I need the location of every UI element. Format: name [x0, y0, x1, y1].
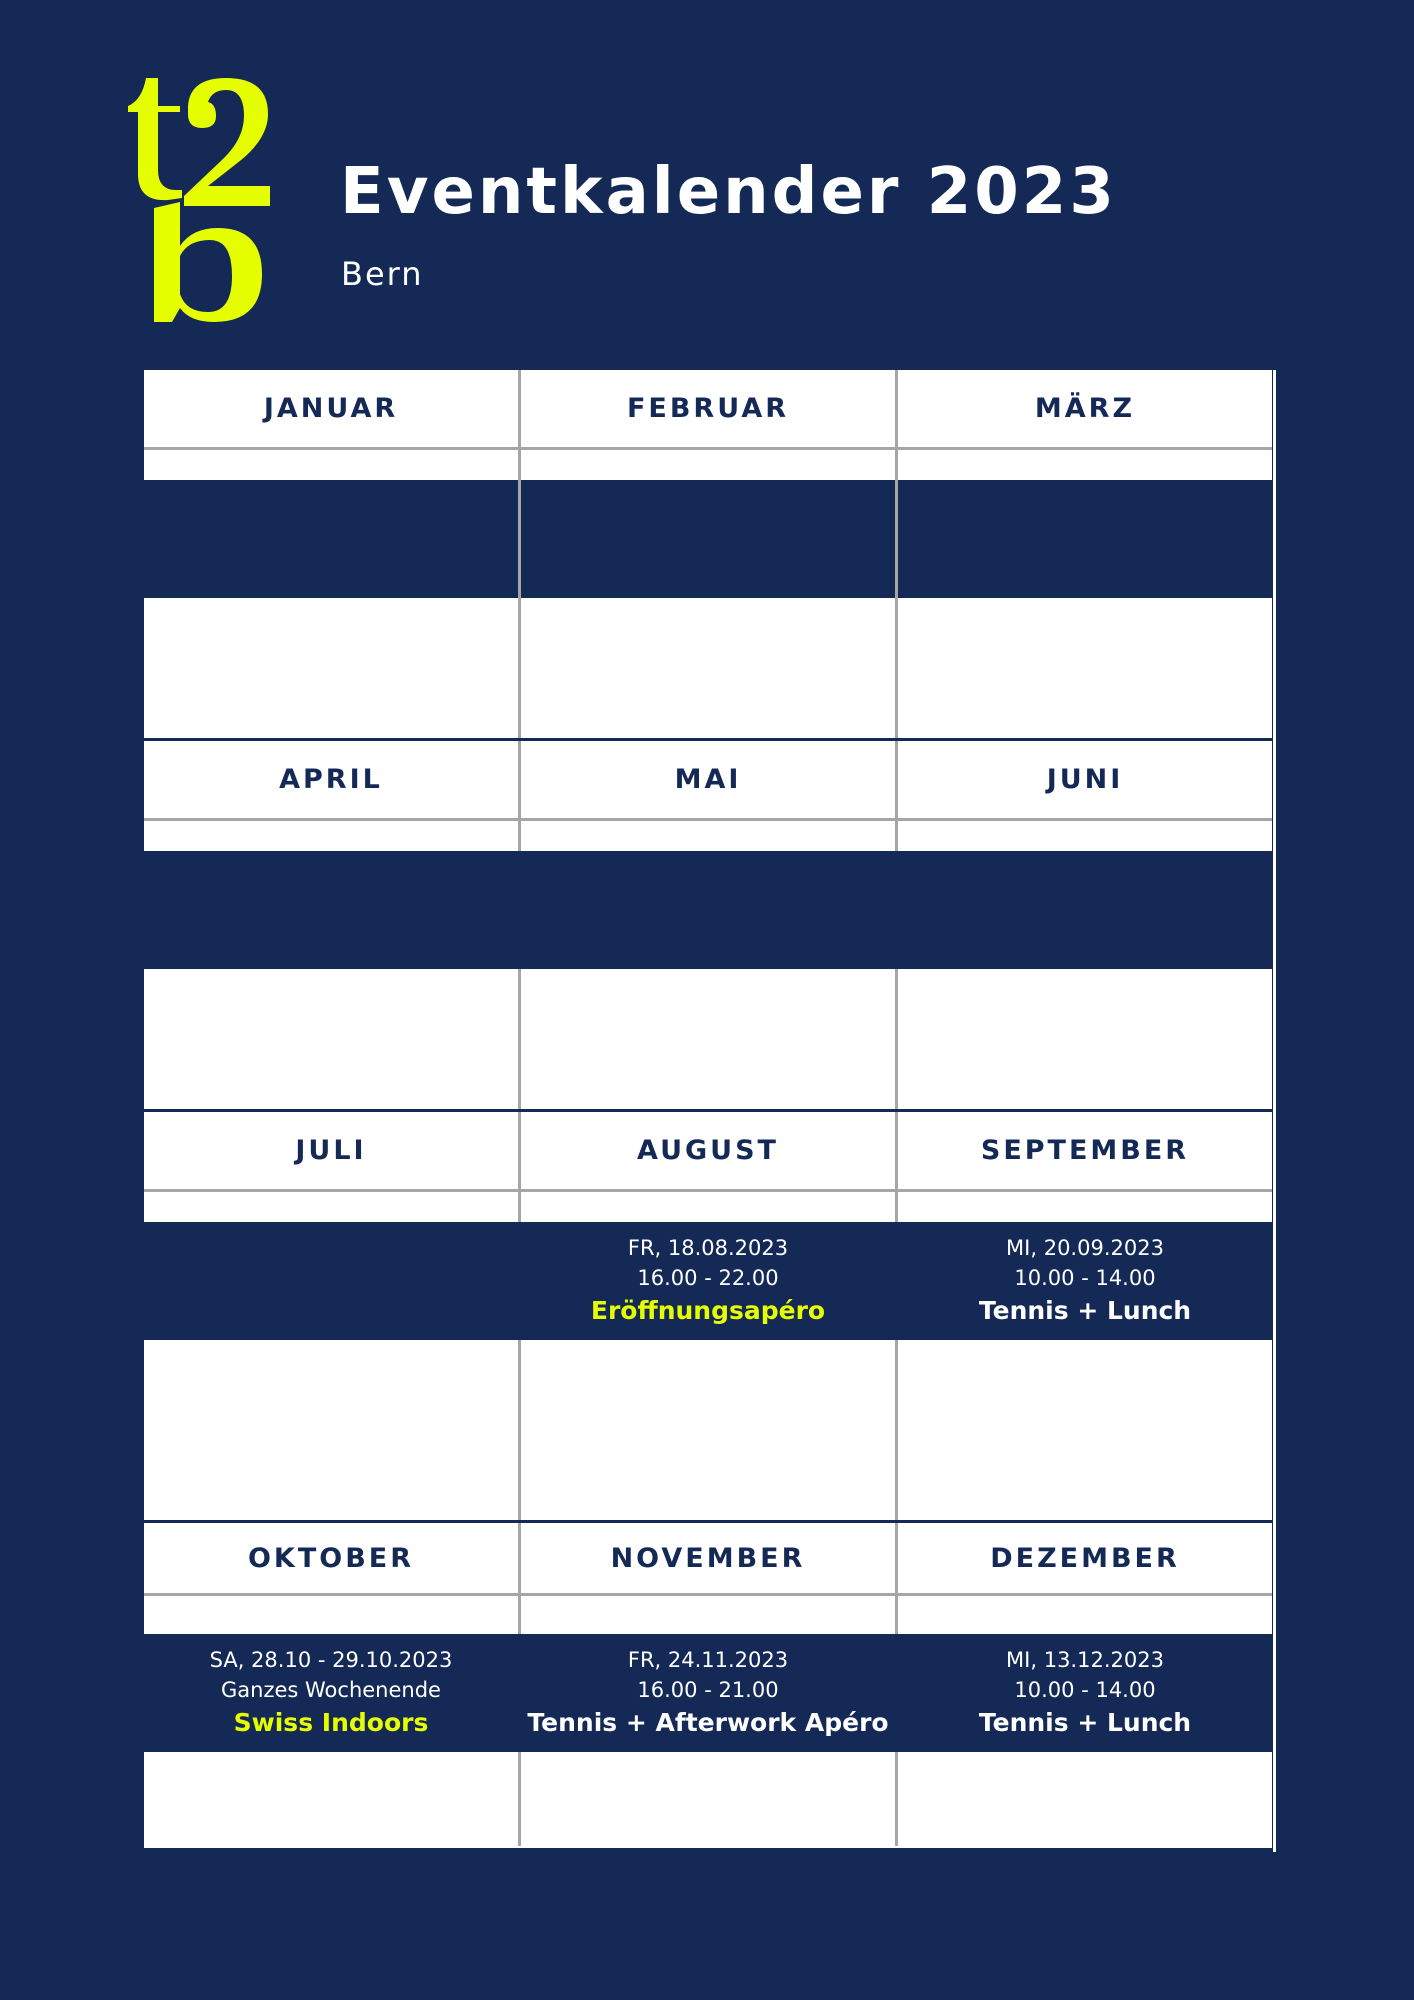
month-header-mai: MAI [674, 764, 742, 795]
page-subtitle: Bern [341, 255, 424, 293]
month-header-februar: FEBRUAR [626, 393, 790, 424]
event-slot-februar [521, 480, 895, 598]
event-slot-juni [898, 851, 1272, 969]
event-slot-januar [144, 480, 518, 598]
month-header-november: NOVEMBER [610, 1542, 806, 1574]
event-title: Tennis + Lunch [978, 1296, 1192, 1325]
month-header-maerz: MÄRZ [1034, 393, 1136, 424]
event-card-november[interactable] [521, 1634, 895, 1752]
event-slot-april [144, 851, 518, 969]
event-title: Tennis + Lunch [978, 1708, 1192, 1737]
event-date: FR, 24.11.2023 [627, 1648, 789, 1672]
t2b-logo [128, 78, 298, 323]
event-time: 10.00 - 14.00 [1014, 1266, 1156, 1290]
event-title: Tennis + Afterwork Apéro [527, 1708, 889, 1737]
event-time: 16.00 - 21.00 [637, 1678, 779, 1702]
event-slot-juli [144, 1222, 518, 1340]
month-header-oktober: OKTOBER [247, 1542, 415, 1574]
month-header-august: AUGUST [637, 1135, 779, 1166]
event-card-september[interactable] [898, 1222, 1272, 1340]
event-slot-maerz [898, 480, 1272, 598]
month-header-dezember: DEZEMBER [990, 1542, 1180, 1574]
month-header-juni: JUNI [1046, 764, 1124, 795]
event-date: SA, 28.10 - 29.10.2023 [209, 1648, 453, 1672]
calendar-bottom-border [144, 1846, 1272, 1852]
month-header-september: SEPTEMBER [980, 1135, 1190, 1166]
quarter-4 [144, 1520, 1272, 1846]
event-card-dezember[interactable] [898, 1634, 1272, 1752]
event-card-oktober[interactable] [144, 1634, 518, 1752]
page-title: Eventkalender 2023 [340, 155, 1117, 229]
event-calendar-grid [144, 370, 1272, 1852]
event-time: 16.00 - 22.00 [637, 1266, 779, 1290]
month-header-april: APRIL [279, 764, 383, 795]
quarter-3 [144, 1109, 1272, 1520]
event-slot-mai [521, 851, 895, 969]
event-card-august[interactable] [521, 1222, 895, 1340]
quarter-1 [144, 370, 1272, 738]
event-time: Ganzes Wochenende [221, 1678, 441, 1702]
event-time: 10.00 - 14.00 [1014, 1678, 1156, 1702]
event-date: MI, 13.12.2023 [1006, 1648, 1164, 1672]
event-title: Eröffnungsapéro [590, 1296, 826, 1325]
quarter-2 [144, 738, 1272, 1109]
calendar-right-border [1273, 370, 1276, 1852]
event-date: MI, 20.09.2023 [1006, 1236, 1164, 1260]
event-title: Swiss Indoors [233, 1708, 429, 1737]
month-header-januar: JANUAR [263, 393, 399, 424]
month-header-juli: JULI [295, 1135, 367, 1166]
event-date: FR, 18.08.2023 [627, 1236, 789, 1260]
